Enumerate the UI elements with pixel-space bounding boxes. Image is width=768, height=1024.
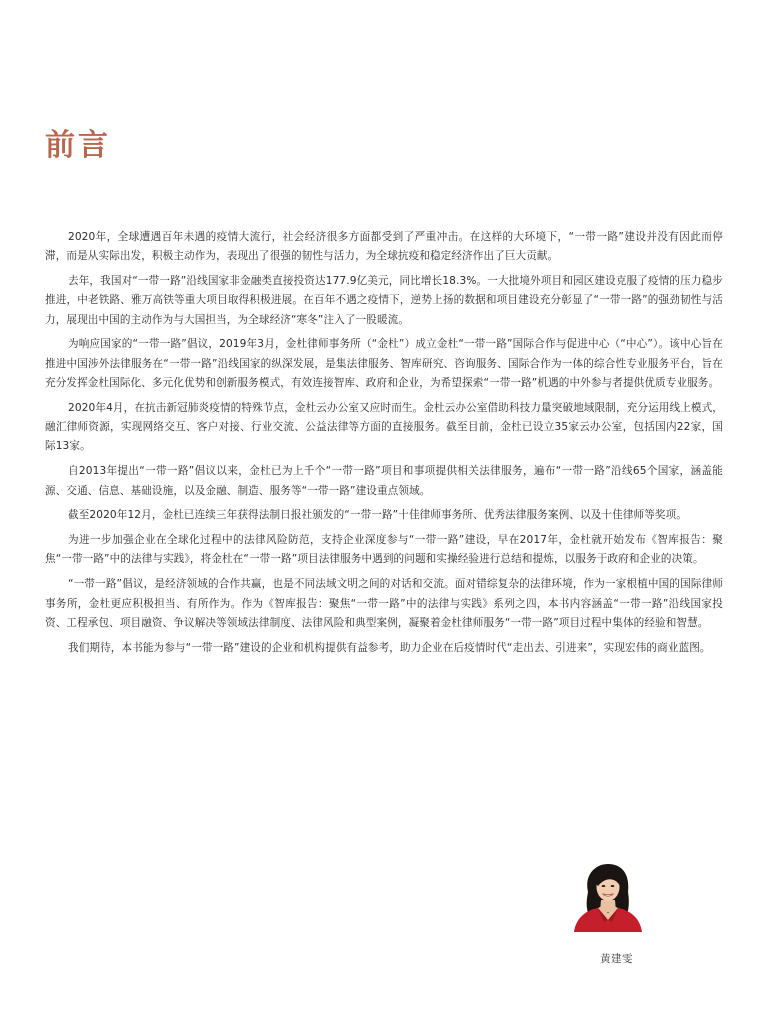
preface-body xyxy=(45,228,723,663)
paragraph: 我们期待，本书能为参与“一带一路”建设的企业和机构提供有益参考，助力企业在后疫情时代“走出去、引进来”，实现宏伟的商业蓝图。 xyxy=(68,641,711,654)
paragraph: 截至2020年12月，金杜已连续三年获得法制日报社颁发的“一带一路”十佳律师事务所、优秀法律服务案例、以及十佳律师等奖项。 xyxy=(68,509,687,522)
paragraph: 去年，我国对“一带一路”沿线国家非金融类直接投资达177.9亿美元，同比增长18.3%。一大批境外项目和园区建设克服了疫情的压力稳步推进，中老铁路、雅万高铁等重大项目取得积极进展。在百年不遇之疫情下，逆势上扬的数据和项目建设充分彰显了“一带一路”的强劲韧性与活力，展现出中国的主动作为与大国担当，为全球经济“寒冬”注入了一股暖流。 xyxy=(45,275,723,326)
author-signature: 黄建雯 xyxy=(600,953,633,965)
author-photo xyxy=(568,862,644,932)
paragraph: 自2013年提出“一带一路”倡议以来，金杜已为上千个“一带一路”项目和事项提供相关法律服务，遍布“一带一路”沿线65个国家，涵盖能源、交通、信息、基础设施，以及金融、制造、服务等“一带一路”建设重点领域。 xyxy=(45,465,723,497)
paragraph: 为进一步加强企业在全球化过程中的法律风险防范，支持企业深度参与“一带一路”建设，早在2017年，金杜就开始发布《智库报告：聚焦“一带一路”中的法律与实践》，将金杜在“一带一路”项目法律服务中遇到的问题和实操经验进行总结和提炼，以服务于政府和企业的决策。 xyxy=(45,534,723,566)
paragraph: “一带一路”倡议，是经济领域的合作共赢，也是不同法域文明之间的对话和交流。面对错综复杂的法律环境，作为一家根植中国的国际律师事务所，金杜更应积极担当、有所作为。作为《智库报告：聚焦“一带一路”中的法律与实践》系列之四，本书内容涵盖“一带一路”沿线国家投资、工程承包、项目融资、争议解决等领域法律制度、法律风险和典型案例，凝聚着金杜律师服务“一带一路”项目过程中集体的经验和智慧。 xyxy=(45,578,723,629)
paragraph: 2020年，全球遭遇百年未遇的疫情大流行，社会经济很多方面都受到了严重冲击。在这样的大环境下，“一带一路”建设并没有因此而停滞，而是从实际出发，积极主动作为，表现出了很强的韧性与活力，为全球抗疫和稳定经济作出了巨大贡献。 xyxy=(45,231,723,263)
page-title: 前言 xyxy=(45,128,111,163)
paragraph: 2020年4月，在抗击新冠肺炎疫情的特殊节点，金杜云办公室又应时而生。金杜云办公室借助科技力量突破地域限制，充分运用线上模式，融汇律师资源，实现网络交互、客户对接、行业交流、公益法律等方面的直接服务。截至目前，金杜已设立35家云办公室，包括国内22家，国际13家。 xyxy=(45,401,723,453)
author-portrait xyxy=(568,862,644,932)
paragraph: 为响应国家的“一带一路”倡议，2019年3月，金杜律师事务所（“金杜”）成立金杜“一带一路”国际合作与促进中心（“中心”）。该中心旨在推进中国涉外法律服务在“一带一路”沿线国家的纵深发展，是集法律服务、智库研究、咨询服务、国际合作为一体的综合性专业服务平台，旨在充分发挥金杜国际化、多元化优势和创新服务模式，有效连接智库、政府和企业，为希望探索“一带一路”机遇的中外参与者提供优质专业服务。 xyxy=(45,338,723,390)
